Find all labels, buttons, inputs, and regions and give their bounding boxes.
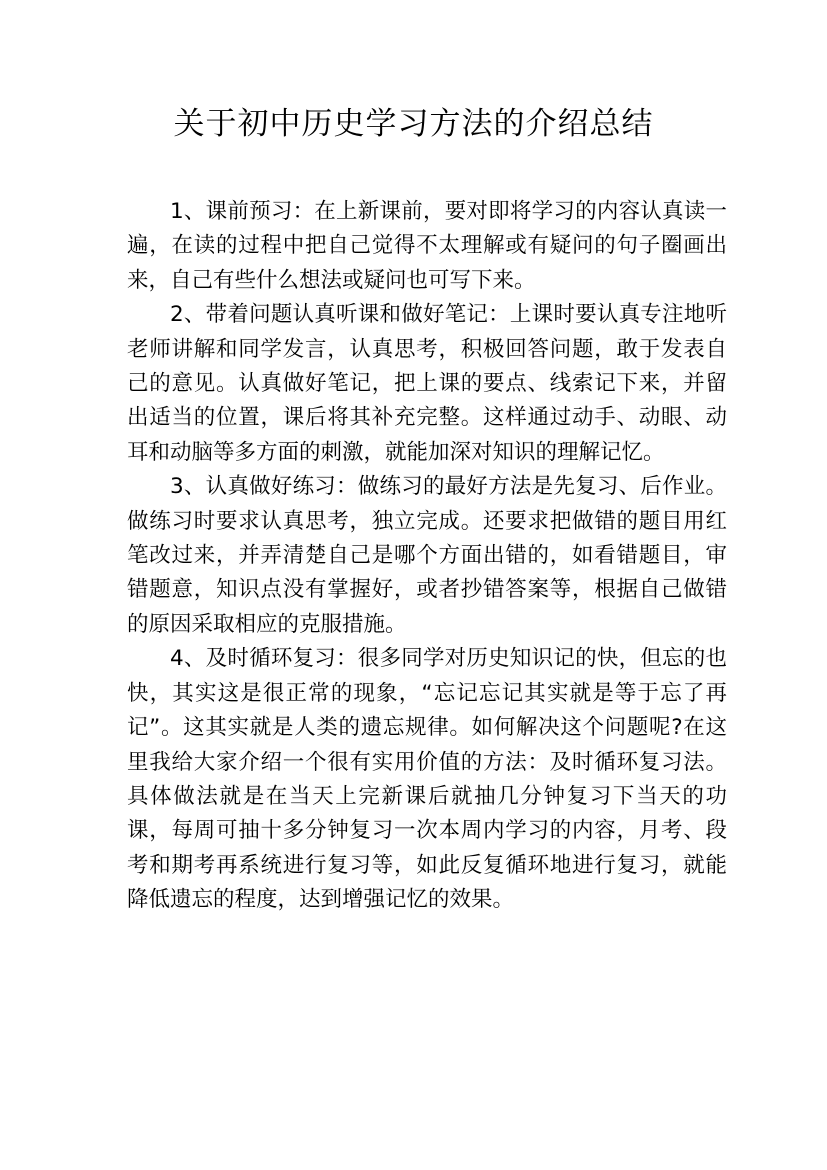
paragraph-review: 4、及时循环复习：很多同学对历史知识记的快，但忘的也快，其实这是很正常的现象，“忘记忘记其实就是等于忘了再记”。这其实就是人类的遗忘规律。如何解决这个问题呢?在这里我给大家介绍一个很有实用价值的方法：及时循环复习法。具体做法就是在当天上完新课后就抽几分钟复习下当天的功课，每周可抽十多分钟复习一次本周内学习的内容，月考、段考和期考再系统进行复习等，如此反复循环地进行复习，就能降低遗忘的程度，达到增强记忆的效果。: [127, 646, 727, 913]
document-title: 关于初中历史学习方法的介绍总结: [173, 106, 654, 142]
paragraph-listening-notes: 2、带着问题认真听课和做好笔记：上课时要认真专注地听老师讲解和同学发言，认真思考，积极回答问题，敢于发表自己的意见。认真做好笔记，把上课的要点、线索记下来，并留出适当的位置，课后将其补充完整。这样通过动手、动眼、动耳和动脑等多方面的刺激，就能加深对知识的理解记忆。: [127, 302, 727, 465]
document-body: [127, 195, 727, 918]
paragraph-exercises: 3、认真做好练习：做练习的最好方法是先复习、后作业。做练习时要求认真思考，独立完成。还要求把做错的题目用红笔改过来，并弄清楚自己是哪个方面出错的，如看错题目，审错题意，知识点没有掌握好，或者抄错答案等，根据自己做错的原因采取相应的克服措施。: [127, 474, 727, 637]
paragraph-preview: 1、课前预习：在上新课前，要对即将学习的内容认真读一遍，在读的过程中把自己觉得不太理解或有疑问的句子圈画出来，自己有些什么想法或疑问也可写下来。: [127, 199, 727, 293]
